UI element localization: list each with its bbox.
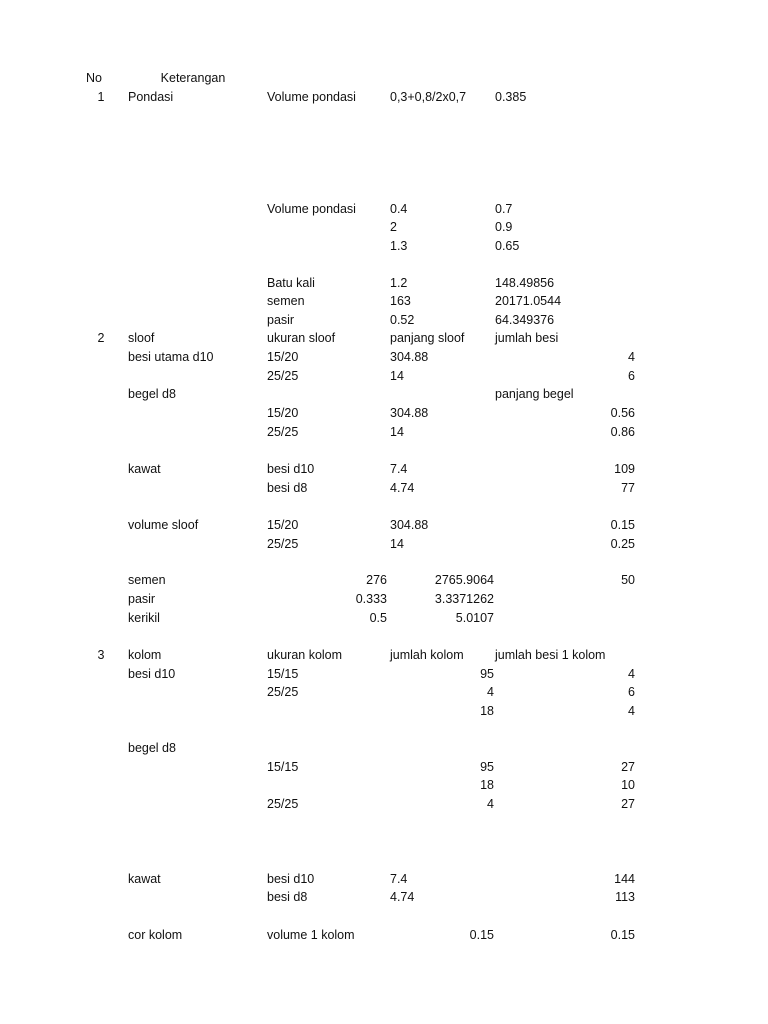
cell-d: 304.88 <box>390 350 429 364</box>
cell-e: 0.15 <box>610 928 635 942</box>
table-row <box>0 739 768 757</box>
table-row <box>0 348 768 366</box>
cell-c: 25/25 <box>267 797 299 811</box>
cell-item: cor kolom <box>128 928 183 942</box>
table-row <box>0 516 768 534</box>
cell-c: besi d8 <box>267 890 308 904</box>
cell-d: 2 <box>390 220 397 234</box>
cell-e: 4 <box>628 704 635 718</box>
cell-d: 18 <box>480 778 494 792</box>
cell-e: 0.25 <box>610 537 635 551</box>
table-row <box>0 795 768 813</box>
cell-c: besi d10 <box>267 462 315 476</box>
cell-item: besi utama d10 <box>128 350 214 364</box>
cell-e: 4 <box>628 350 635 364</box>
cell-e: panjang begel <box>495 387 574 401</box>
table-row <box>0 88 768 106</box>
table-row <box>0 200 768 218</box>
cell-d: 1.2 <box>390 276 408 290</box>
cell-e: 113 <box>615 890 635 904</box>
cell-e: 0.7 <box>495 202 513 216</box>
cell-c: 25/25 <box>267 537 299 551</box>
cell-d: 5.0107 <box>455 611 494 625</box>
table-row <box>0 665 768 683</box>
cell-c: 25/25 <box>267 369 299 383</box>
cell-item: begel d8 <box>128 387 176 401</box>
cell-d: 0.52 <box>390 313 415 327</box>
table-row <box>0 888 768 906</box>
table-row <box>0 535 768 553</box>
table-row <box>0 702 768 720</box>
cell-c: semen <box>267 294 305 308</box>
table-row <box>0 423 768 441</box>
cell-c: 15/20 <box>267 406 299 420</box>
cell-e: 0.15 <box>610 518 635 532</box>
cell-e: 20171.0544 <box>495 294 562 308</box>
cell-c: 276 <box>366 573 387 587</box>
header-row <box>0 69 768 87</box>
cell-c: besi d8 <box>267 481 308 495</box>
cell-e: 148.49856 <box>495 276 555 290</box>
cell-c: 15/15 <box>267 667 299 681</box>
cell-item: kerikil <box>128 611 160 625</box>
cell-c: 15/15 <box>267 760 299 774</box>
cell-d: 3.3371262 <box>434 592 494 606</box>
table-row <box>0 870 768 888</box>
cell-c: 25/25 <box>267 685 299 699</box>
table-row <box>0 609 768 627</box>
table-row <box>0 479 768 497</box>
cell-e: 77 <box>621 481 635 495</box>
table-row <box>0 274 768 292</box>
cell-d: 14 <box>390 369 404 383</box>
cell-d: 4 <box>487 797 494 811</box>
table-row <box>0 683 768 701</box>
cell-d: 0,3+0,8/2x0,7 <box>390 90 467 104</box>
cell-item: begel d8 <box>128 741 176 755</box>
cell-item: Pondasi <box>128 90 174 104</box>
cell-d: 2765.9064 <box>434 573 494 587</box>
cell-d: 14 <box>390 425 404 439</box>
cell-d: 4.74 <box>390 890 415 904</box>
cell-d: 163 <box>390 294 411 308</box>
cell-e: 144 <box>614 872 635 886</box>
cell-e: jumlah besi 1 kolom <box>495 648 606 662</box>
cell-e: 4 <box>628 667 635 681</box>
table-row <box>0 385 768 403</box>
cell-d: 1.3 <box>390 239 408 253</box>
table-row <box>0 218 768 236</box>
cell-d: jumlah kolom <box>390 648 464 662</box>
cell-e: 27 <box>621 797 635 811</box>
cell-item: sloof <box>128 331 155 345</box>
cell-c: ukuran sloof <box>267 331 336 345</box>
cell-e: 0.56 <box>610 406 635 420</box>
cell-c: Batu kali <box>267 276 315 290</box>
cell-e: 27 <box>621 760 635 774</box>
cell-d: 95 <box>480 667 494 681</box>
cell-d: 304.88 <box>390 406 429 420</box>
table-row <box>0 590 768 608</box>
cell-e: 0.86 <box>610 425 635 439</box>
table-row <box>0 776 768 794</box>
cell-e: 6 <box>628 369 635 383</box>
table-row <box>0 404 768 422</box>
cell-item: volume sloof <box>128 518 199 532</box>
cell-e: 0.65 <box>495 239 520 253</box>
header-keterangan: Keterangan <box>160 71 226 85</box>
cell-c: ukuran kolom <box>267 648 343 662</box>
cell-c: Volume pondasi <box>267 90 356 104</box>
cell-e: 0.385 <box>495 90 527 104</box>
cell-d: 4 <box>487 685 494 699</box>
cell-item: kolom <box>128 648 162 662</box>
cell-c: 25/25 <box>267 425 299 439</box>
cell-c: Volume pondasi <box>267 202 356 216</box>
cell-e: 0.9 <box>495 220 513 234</box>
table-row <box>0 758 768 776</box>
cell-item: besi d10 <box>128 667 176 681</box>
cell-e: 6 <box>628 685 635 699</box>
cell-d: 14 <box>390 537 404 551</box>
cell-d: 304.88 <box>390 518 429 532</box>
cell-c: 15/20 <box>267 518 299 532</box>
table-row <box>0 460 768 478</box>
table-row <box>0 926 768 944</box>
table-row <box>0 329 768 347</box>
cell-c: besi d10 <box>267 872 315 886</box>
cell-d: 7.4 <box>390 872 408 886</box>
cell-item: pasir <box>128 592 156 606</box>
cell-item: semen <box>128 573 166 587</box>
header-no: No <box>86 71 102 85</box>
cell-d: 0.4 <box>390 202 408 216</box>
table-row <box>0 311 768 329</box>
cell-d: panjang sloof <box>390 331 465 345</box>
cell-item: kawat <box>128 462 161 476</box>
cell-c: pasir <box>267 313 295 327</box>
cell-no: 2 <box>97 331 105 345</box>
cell-d: 95 <box>480 760 494 774</box>
cell-c: 15/20 <box>267 350 299 364</box>
cell-c: volume 1 kolom <box>267 928 355 942</box>
table-row <box>0 367 768 385</box>
cell-e: 50 <box>621 573 635 587</box>
cell-c: 0.5 <box>369 611 387 625</box>
cell-no: 3 <box>97 648 105 662</box>
cell-e: 64.349376 <box>495 313 555 327</box>
table-row <box>0 646 768 664</box>
cell-e: 109 <box>614 462 635 476</box>
cell-d: 4.74 <box>390 481 415 495</box>
cell-no: 1 <box>97 90 105 104</box>
cell-c: 0.333 <box>355 592 387 606</box>
cell-item: kawat <box>128 872 161 886</box>
cell-d: 0.15 <box>469 928 494 942</box>
cell-d: 7.4 <box>390 462 408 476</box>
cell-d: 18 <box>480 704 494 718</box>
cell-e: jumlah besi <box>495 331 559 345</box>
table-row <box>0 237 768 255</box>
table-row <box>0 292 768 310</box>
table-row <box>0 571 768 589</box>
cell-e: 10 <box>621 778 635 792</box>
